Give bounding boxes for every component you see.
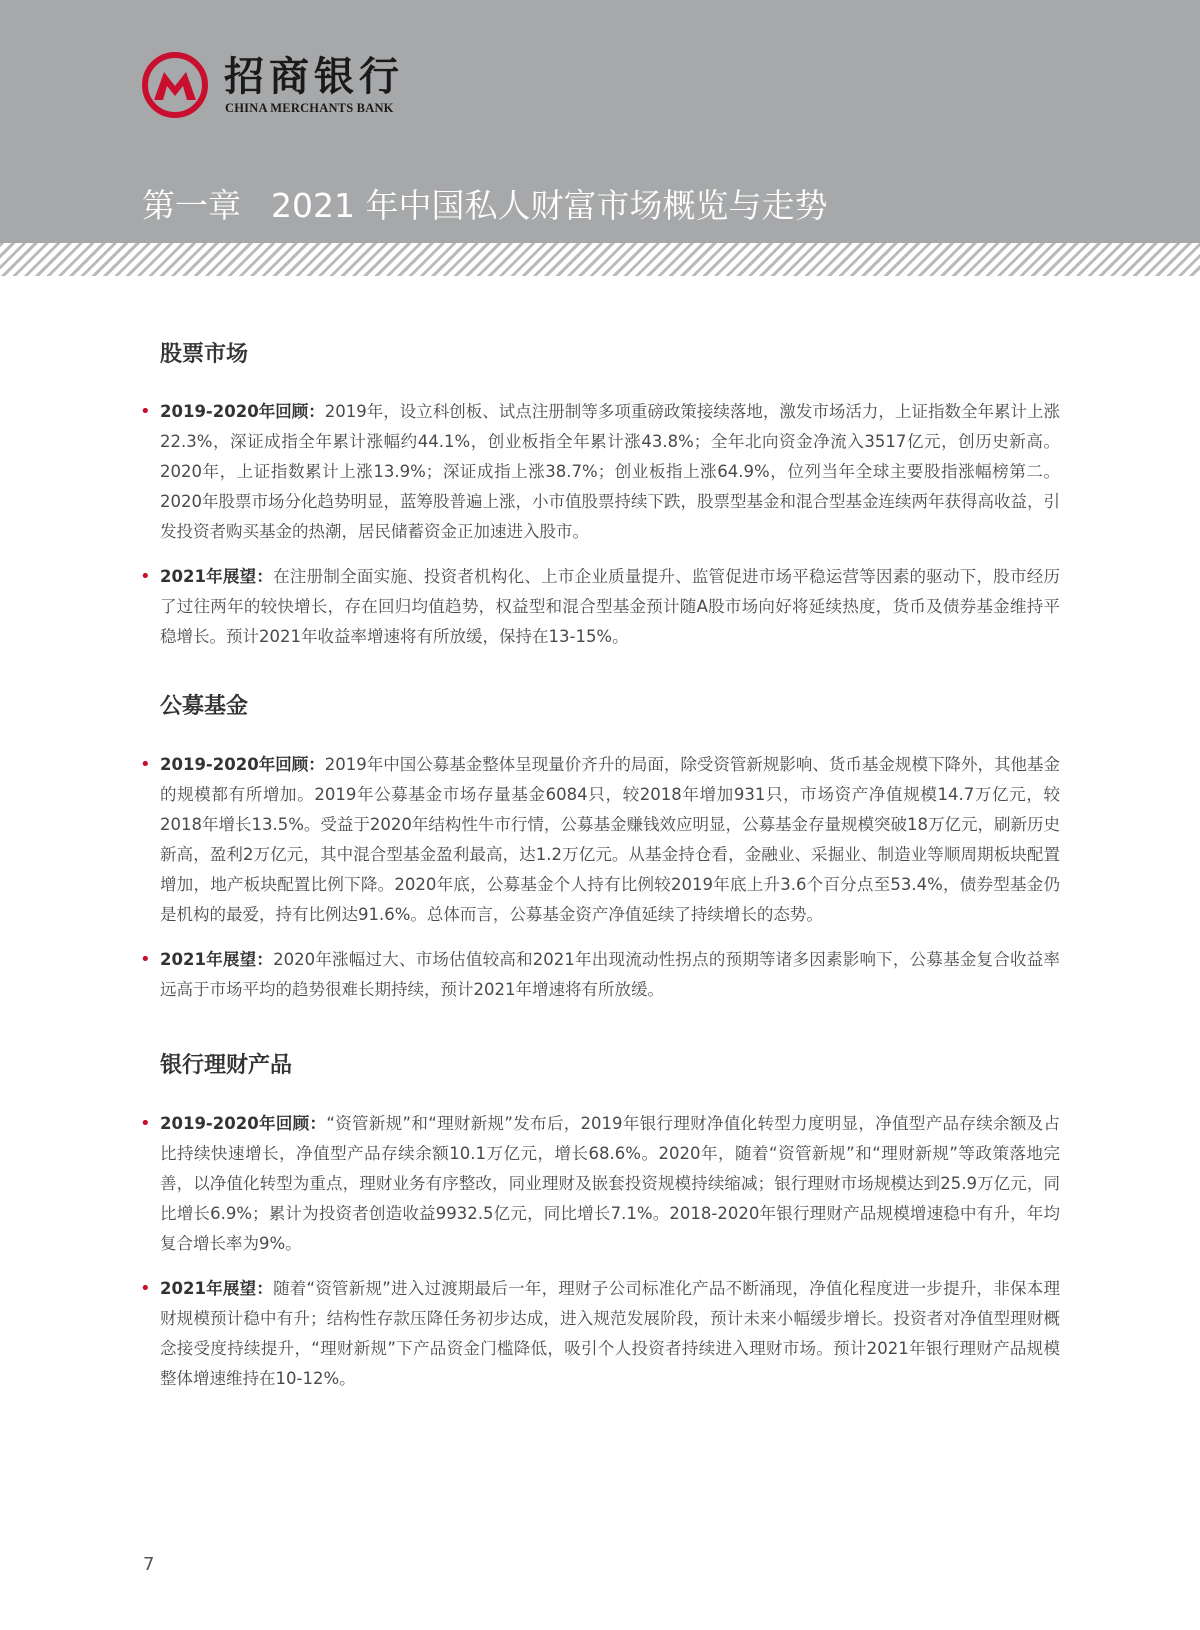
list-item — [140, 750, 1060, 930]
chapter-title: 2021 年中国私人财富市场概览与走势 — [271, 186, 828, 225]
bullet-text: 随着“资管新规”进入过渡期最后一年，理财子公司标准化产品不断涌现，净值化程度进一步提升，非保本理财规模预计稳中有升；结构性存款压降任务初步达成，进入规范发展阶段，预计未来小幅缓步增长。投资者对净值型理财概念接受度持续提升，“理财新规”下产品资金门槛降低，吸引个人投资者持续进入理财市场。预计2021年银行理财产品规模整体增速维持在10-12%。 — [160, 1279, 1060, 1388]
bullet-dot-icon: • — [140, 1113, 151, 1134]
bullet-label: 2019-2020年回顾： — [160, 1114, 327, 1133]
bullet-label: 2019-2020年回顾： — [160, 402, 325, 421]
bullet-dot-icon: • — [140, 949, 151, 970]
header-stripe — [0, 243, 1200, 276]
bullet-dot-icon: • — [140, 566, 151, 587]
bullet-label: 2021年展望： — [160, 950, 274, 969]
brand-name-cn: 招商银行 — [224, 53, 404, 100]
list-item — [140, 945, 1060, 1005]
public-funds-list — [140, 750, 1060, 1005]
bullet-text: “资管新规”和“理财新规”发布后，2019年银行理财净值化转型力度明显，净值型产品存续余额及占比持续快速增长，净值型产品存续余额10.1万亿元，增长68.6%。2020年，随着“资管新规”和“理财新规”等政策落地完善，以净值化转型为重点，理财业务有序整改，同业理财及嵌套投资规模持续缩减；银行理财市场规模达到25.9万亿元，同比增长6.9%；累计为投资者创造收益9932.5亿元，同比增长7.1%。2018-2020年银行理财产品规模增速稳中有升，年均复合增长率为9%。 — [160, 1114, 1060, 1253]
stock-market-list — [140, 397, 1060, 652]
bullet-dot-icon: • — [140, 1278, 151, 1299]
brand-logo — [142, 52, 422, 122]
bank-wealth-products-list — [140, 1109, 1060, 1394]
list-item — [140, 1274, 1060, 1394]
bullet-text: 2019年中国公募基金整体呈现量价齐升的局面，除受资管新规影响、货币基金规模下降外，其他基金的规模都有所增加。2019年公募基金市场存量基金6084只，较2018年增加931只，市场资产净值规模14.7万亿元，较2018年增长13.5%。受益于2020年结构性牛市行情，公募基金赚钱效应明显，公募基金存量规模突破18万亿元，刷新历史新高，盈利2万亿元，其中混合型基金盈利最高，达1.2万亿元。从基金持仓看，金融业、采掘业、制造业等顺周期板块配置增加，地产板块配置比例下降。2020年底，公募基金个人持有比例较2019年底上升3.6个百分点至53.4%，债券型基金仍是机构的最爱，持有比例达91.6%。总体而言，公募基金资产净值延续了持续增长的态势。 — [160, 755, 1060, 924]
list-item — [140, 562, 1060, 652]
bullet-label: 2019-2020年回顾： — [160, 755, 325, 774]
list-item — [140, 397, 1060, 547]
bullet-text: 在注册制全面实施、投资者机构化、上市企业质量提升、监管促进市场平稳运营等因素的驱动下，股市经历了过往两年的较快增长，存在回归均值趋势，权益型和混合型基金预计随A股市场向好将延续热度，货币及债券基金维持平稳增长。预计2021年收益率增速将有所放缓，保持在13-15%。 — [160, 567, 1060, 646]
bank-logo-icon — [142, 52, 208, 118]
section-title-bank-wealth-products: 银行理财产品 — [160, 1053, 293, 1078]
list-item — [140, 1109, 1060, 1259]
main-content — [140, 340, 1060, 1394]
page-number: 7 — [143, 1554, 155, 1575]
section-title-public-funds: 公募基金 — [160, 694, 249, 719]
bullet-text: 2020年涨幅过大、市场估值较高和2021年出现流动性拐点的预期等诸多因素影响下，公募基金复合收益率远高于市场平均的趋势很难长期持续，预计2021年增速将有所放缓。 — [160, 950, 1060, 999]
chapter-label: 第一章 — [142, 186, 241, 225]
chapter-heading — [142, 186, 827, 226]
bullet-text: 2019年，设立科创板、试点注册制等多项重磅政策接续落地，激发市场活力，上证指数全年累计上涨22.3%，深证成指全年累计涨幅约44.1%，创业板指全年累计涨43.8%；全年北向资金净流入3517亿元，创历史新高。2020年，上证指数累计上涨13.9%；深证成指上涨38.7%；创业板指上涨64.9%，位列当年全球主要股指涨幅榜第二。2020年股票市场分化趋势明显，蓝筹股普遍上涨，小市值股票持续下跌，股票型基金和混合型基金连续两年获得高收益，引发投资者购买基金的热潮，居民储蓄资金正加速进入股市。 — [160, 402, 1060, 541]
section-title-stock-market: 股票市场 — [160, 342, 249, 367]
bullet-label: 2021年展望： — [160, 1279, 274, 1298]
bullet-dot-icon: • — [140, 754, 151, 775]
bullet-dot-icon: • — [140, 401, 151, 422]
bullet-label: 2021年展望： — [160, 567, 274, 586]
brand-name-en: CHINA MERCHANTS BANK — [225, 101, 394, 115]
